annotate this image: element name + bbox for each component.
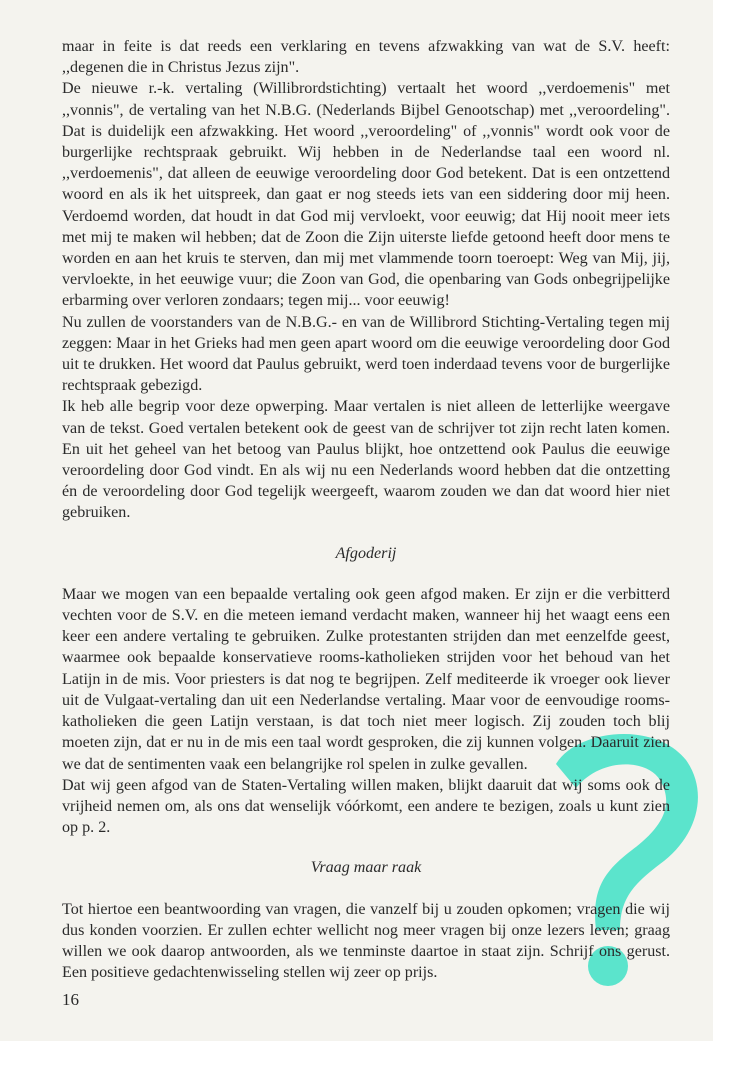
section-heading-afgoderij: Afgoderij [335,544,397,562]
main-text [62,36,670,983]
paragraph-7: Tot hiertoe een beantwoording van vragen, die vanzelf bij u zouden opkomen; vragen die wij dus konden voorzien. Er zullen echter wellicht nog meer vragen bij onze lezers leven; graag willen we ook daarop antwoorden, als we tenminste daartoe in staat zijn. Schrijf ons gerust. Een positieve gedachtenwisseling stellen wij zeer op prijs. [62,900,670,982]
paragraph-3: Nu zullen de voorstanders van de N.B.G.- en van de Willibrord Stichting-Vertaling tegen mij zeggen: Maar in het Grieks had men geen apart woord om die eeuwige veroordeling door God uit te drukken. Het woord dat Paulus gebruikt, werd toen inderdaad tevens voor de burgerlijke rechtspraak gebezigd. [62,313,670,395]
paragraph-1: maar in feite is dat reeds een verklaring en tevens afzwakking van wat de S.V. heeft: ,,degenen die in Christus Jezus zijn". [62,38,670,77]
page-number: 16 [62,990,79,1009]
paragraph-4: Ik heb alle begrip voor deze opwerping. Maar vertalen is niet alleen de letterlijke weergave van de tekst. Goed vertalen betekent ook de geest van de schrijver tot zijn recht laten komen. En uit het geheel van het betoog van Paulus blijkt, hoe ontzettend ook Paulus die eeuwige veroordeling door God vindt. En als wij nu een Nederlands woord hebben dat die ontzetting én de veroordeling door God tegelijk weergeeft, waarom zouden we dan dat woord hier niet gebruiken. [62,398,670,522]
paragraph-6: Dat wij geen afgod van de Staten-Vertaling willen maken, blijkt daaruit dat wij soms ook de vrijheid nemen om, als ons dat wenselijk vóórkomt, een andere te bezigen, zoals u kunt zien op p. 2. [62,776,670,837]
paragraph-2: De nieuwe r.-k. vertaling (Willibrordstichting) vertaalt het woord ,,verdoemenis" met ,,vonnis", de vertaling van het N.B.G. (Nederlands Bijbel Genootschap) met ,,veroordeling". Dat is duidelijk een afzwakking. Het woord ,,veroordeling" of ,,vonnis" wordt ook voor de burgerlijke rechtspraak gebruikt. Wij hebben in de Nederlandse taal een woord nl. ,,verdoemenis", dat alleen de eeuwige veroordeling door God betekent. Dat is een ontzettend woord en als ik het uitspreek, dan gaat er nog steeds iets van een siddering door mij heen. Verdoemd worden, dat houdt in dat God mij vervloekt, voor eeuwig; dat Hij nooit meer iets met mij te maken wil hebben; dat de Zoon die Zijn uiterste liefde getoond heeft door mens te worden en aan het kruis te sterven, dan mij met vlammende toorn toeroept: Weg van Mij, jij, vervloekte, in het eeuwige vuur; die Zoon van God, die openbaring van Gods onbegrijpelijke erbarming over verloren zondaars; tegen mij... voor eeuwig! [62,80,670,310]
paragraph-5: Maar we mogen van een bepaalde vertaling ook geen afgod maken. Er zijn er die verbitterd vechten voor de S.V. en die meteen iemand verdacht maken, wanneer hij het waagt eens een keer een andere vertaling te gebruiken. Zulke protestanten strijden dan met eenzelfde geest, waarmee ook bepaalde konservatieve rooms-katholieken strijden voor het behoud van het Latijn in de mis. Voor priesters is dat nog te begrijpen. Zelf mediteerde ik vroeger ook liever uit de Vulgaat-vertaling dan uit een Nederlandse vertaling. Maar voor de eenvoudige rooms-katholieken die geen Latijn verstaan, is dat toch niet meer logisch. Zij zouden toch blij moeten zijn, dat er nu in de mis een taal wordt gesproken, die zij kunnen volgen. Daaruit zien we dat de sentimenten vaak een belangrijke rol spelen in zulke gevallen. [62,585,670,773]
section-heading-vraag-maar-raak: Vraag maar raak [310,859,422,877]
scan-margin [713,0,738,1068]
